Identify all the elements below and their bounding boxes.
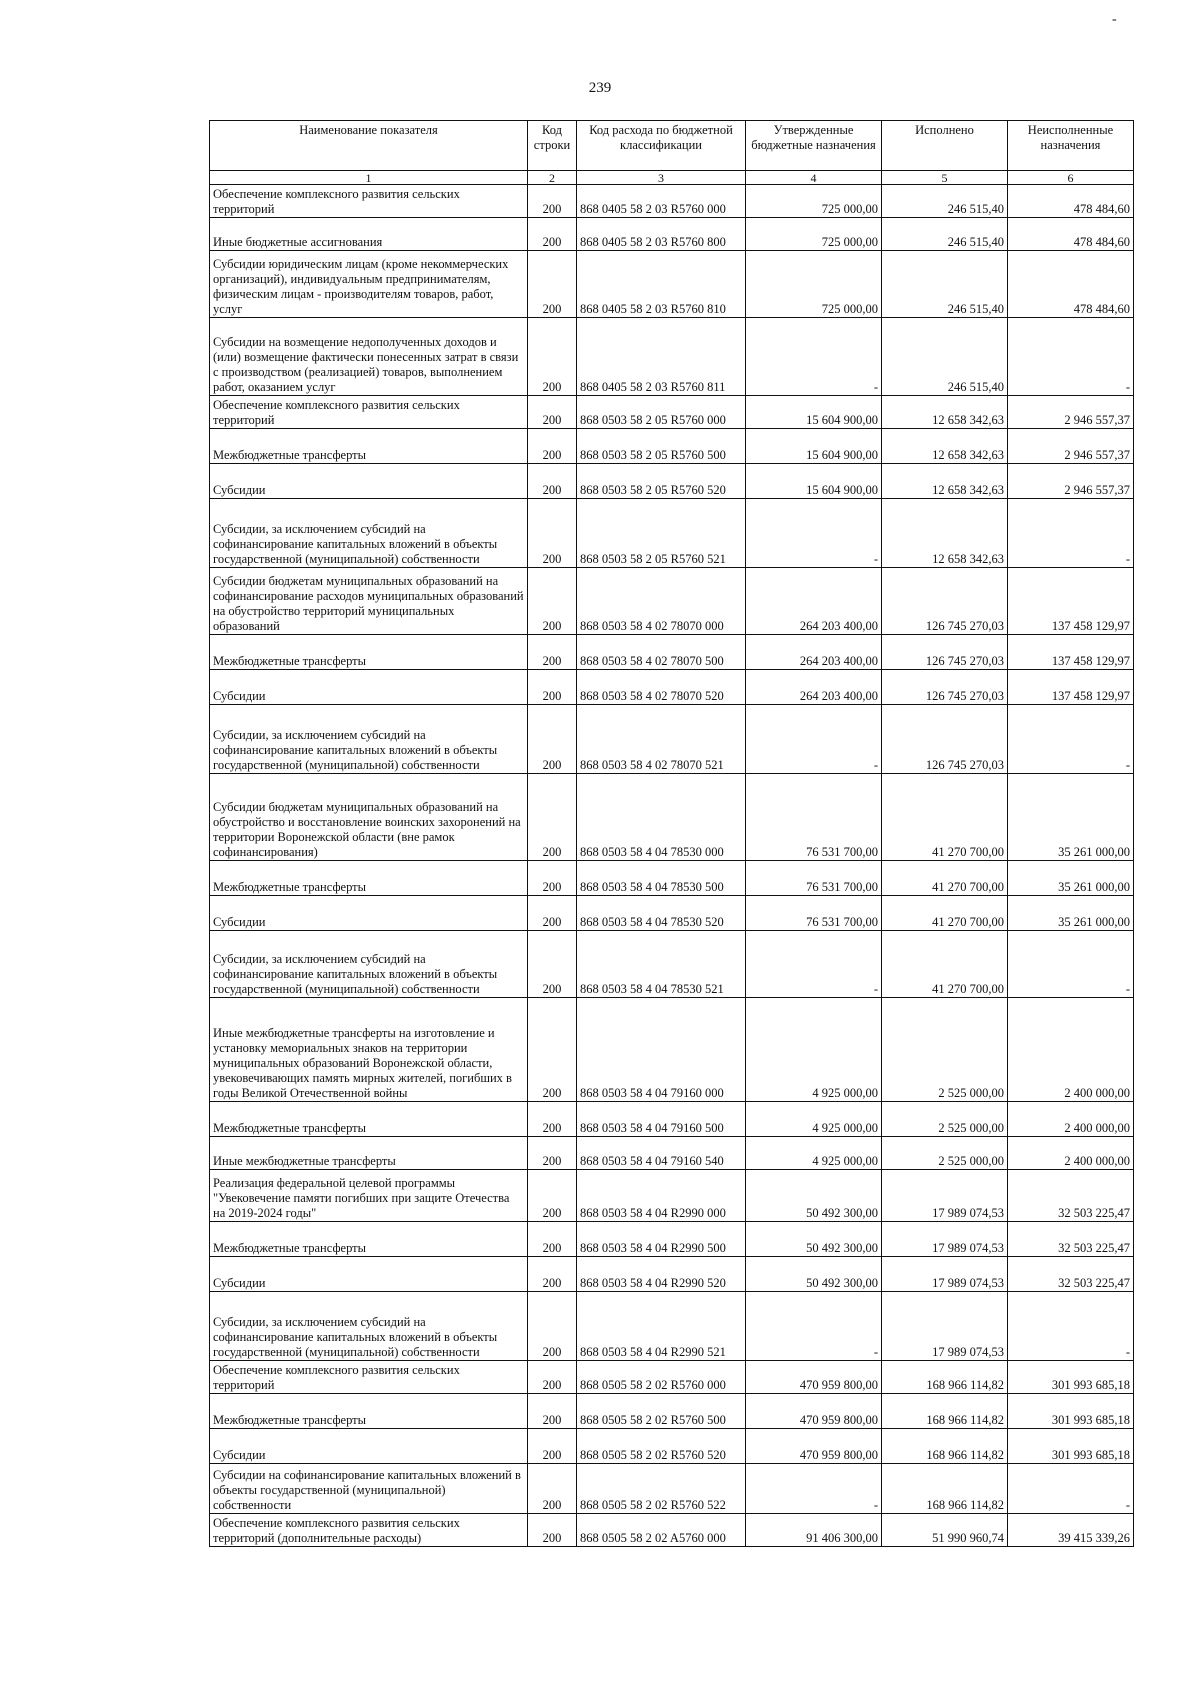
table-row	[210, 774, 1134, 861]
table-row	[210, 1514, 1134, 1547]
table-row	[210, 1464, 1134, 1514]
header-line-code: Код строки	[528, 121, 577, 171]
executed-value: 17 989 074,53	[882, 1257, 1008, 1292]
column-number-row	[210, 171, 1134, 185]
approved-value: 76 531 700,00	[746, 896, 882, 931]
executed-value: 2 525 000,00	[882, 998, 1008, 1102]
indicator-name: Обеспечение комплексного развития сельских территорий	[210, 396, 528, 429]
table-row	[210, 251, 1134, 318]
unexecuted-value: 35 261 000,00	[1008, 896, 1134, 931]
line-code: 200	[528, 1102, 577, 1137]
executed-value: 12 658 342,63	[882, 464, 1008, 499]
approved-value: 50 492 300,00	[746, 1170, 882, 1222]
table-row	[210, 670, 1134, 705]
corner-mark: -	[1112, 12, 1117, 27]
approved-value: 264 203 400,00	[746, 568, 882, 635]
approved-value: 50 492 300,00	[746, 1257, 882, 1292]
approved-value: 264 203 400,00	[746, 635, 882, 670]
executed-value: 2 525 000,00	[882, 1137, 1008, 1170]
classification-code: 868 0405 58 2 03 R5760 810	[577, 251, 746, 318]
table-row	[210, 218, 1134, 251]
line-code: 200	[528, 1257, 577, 1292]
executed-value: 246 515,40	[882, 251, 1008, 318]
indicator-name: Субсидии	[210, 464, 528, 499]
approved-value: 4 925 000,00	[746, 1102, 882, 1137]
line-code: 200	[528, 1514, 577, 1547]
classification-code: 868 0503 58 4 04 R2990 520	[577, 1257, 746, 1292]
unexecuted-value: 2 400 000,00	[1008, 1137, 1134, 1170]
unexecuted-value: 2 400 000,00	[1008, 998, 1134, 1102]
header-indicator-name: Наименование показателя	[210, 121, 528, 171]
line-code: 200	[528, 1394, 577, 1429]
unexecuted-value: 32 503 225,47	[1008, 1222, 1134, 1257]
classification-code: 868 0503 58 4 02 78070 520	[577, 670, 746, 705]
indicator-name: Субсидии на возмещение недополученных доходов и (или) возмещение фактически понесенных затрат в связи с производством (реализацией) товаров, выполнением работ, оказанием услуг	[210, 318, 528, 396]
line-code: 200	[528, 218, 577, 251]
indicator-name: Субсидии, за исключением субсидий на софинансирование капитальных вложений в объекты государственной (муниципальной) собственности	[210, 705, 528, 774]
unexecuted-value: 478 484,60	[1008, 218, 1134, 251]
column-number: 5	[882, 171, 1008, 185]
unexecuted-value: -	[1008, 1464, 1134, 1514]
classification-code: 868 0503 58 4 02 78070 000	[577, 568, 746, 635]
table-row	[210, 318, 1134, 396]
line-code: 200	[528, 670, 577, 705]
executed-value: 41 270 700,00	[882, 931, 1008, 998]
approved-value: 15 604 900,00	[746, 464, 882, 499]
column-number: 3	[577, 171, 746, 185]
classification-code: 868 0503 58 2 05 R5760 520	[577, 464, 746, 499]
executed-value: 126 745 270,03	[882, 705, 1008, 774]
line-code: 200	[528, 705, 577, 774]
approved-value: 470 959 800,00	[746, 1394, 882, 1429]
approved-value: 15 604 900,00	[746, 429, 882, 464]
classification-code: 868 0405 58 2 03 R5760 811	[577, 318, 746, 396]
classification-code: 868 0405 58 2 03 R5760 000	[577, 185, 746, 218]
table-row	[210, 896, 1134, 931]
classification-code: 868 0503 58 2 05 R5760 500	[577, 429, 746, 464]
classification-code: 868 0503 58 4 04 78530 520	[577, 896, 746, 931]
table-row	[210, 1429, 1134, 1464]
approved-value: -	[746, 318, 882, 396]
table-row	[210, 1292, 1134, 1361]
unexecuted-value: 137 458 129,97	[1008, 568, 1134, 635]
unexecuted-value: 301 993 685,18	[1008, 1394, 1134, 1429]
indicator-name: Реализация федеральной целевой программы "Увековечение памяти погибших при защите Отечества на 2019-2024 годы"	[210, 1170, 528, 1222]
line-code: 200	[528, 1170, 577, 1222]
line-code: 200	[528, 1361, 577, 1394]
approved-value: 4 925 000,00	[746, 1137, 882, 1170]
unexecuted-value: 35 261 000,00	[1008, 861, 1134, 896]
approved-value: 15 604 900,00	[746, 396, 882, 429]
approved-value: 76 531 700,00	[746, 861, 882, 896]
executed-value: 41 270 700,00	[882, 774, 1008, 861]
classification-code: 868 0503 58 4 04 79160 000	[577, 998, 746, 1102]
classification-code: 868 0503 58 4 04 79160 500	[577, 1102, 746, 1137]
indicator-name: Субсидии	[210, 896, 528, 931]
unexecuted-value: -	[1008, 931, 1134, 998]
approved-value: 725 000,00	[746, 218, 882, 251]
line-code: 200	[528, 931, 577, 998]
approved-value: 725 000,00	[746, 185, 882, 218]
classification-code: 868 0503 58 4 04 R2990 521	[577, 1292, 746, 1361]
table-row	[210, 1137, 1134, 1170]
classification-code: 868 0503 58 4 02 78070 521	[577, 705, 746, 774]
indicator-name: Субсидии юридическим лицам (кроме некоммерческих организаций), индивидуальным предпринимателям, физическим лицам - производителям товаров, работ, услуг	[210, 251, 528, 318]
table-row	[210, 1394, 1134, 1429]
table-row	[210, 998, 1134, 1102]
indicator-name: Межбюджетные трансферты	[210, 429, 528, 464]
unexecuted-value: -	[1008, 499, 1134, 568]
classification-code: 868 0503 58 4 04 78530 500	[577, 861, 746, 896]
table-row	[210, 396, 1134, 429]
table-row	[210, 499, 1134, 568]
line-code: 200	[528, 774, 577, 861]
line-code: 200	[528, 1464, 577, 1514]
executed-value: 246 515,40	[882, 185, 1008, 218]
unexecuted-value: 137 458 129,97	[1008, 670, 1134, 705]
indicator-name: Иные бюджетные ассигнования	[210, 218, 528, 251]
approved-value: 50 492 300,00	[746, 1222, 882, 1257]
unexecuted-value: -	[1008, 318, 1134, 396]
executed-value: 168 966 114,82	[882, 1429, 1008, 1464]
executed-value: 51 990 960,74	[882, 1514, 1008, 1547]
classification-code: 868 0505 58 2 02 R5760 500	[577, 1394, 746, 1429]
executed-value: 126 745 270,03	[882, 568, 1008, 635]
indicator-name: Субсидии	[210, 1257, 528, 1292]
classification-code: 868 0503 58 4 04 R2990 500	[577, 1222, 746, 1257]
unexecuted-value: 478 484,60	[1008, 251, 1134, 318]
approved-value: 4 925 000,00	[746, 998, 882, 1102]
table-row	[210, 1222, 1134, 1257]
executed-value: 168 966 114,82	[882, 1464, 1008, 1514]
indicator-name: Субсидии, за исключением субсидий на софинансирование капитальных вложений в объекты государственной (муниципальной) собственности	[210, 1292, 528, 1361]
approved-value: -	[746, 931, 882, 998]
page-number: 239	[588, 80, 612, 96]
unexecuted-value: 478 484,60	[1008, 185, 1134, 218]
classification-code: 868 0503 58 4 04 79160 540	[577, 1137, 746, 1170]
table-row	[210, 931, 1134, 998]
indicator-name: Субсидии на софинансирование капитальных вложений в объекты государственной (муниципальной) собственности	[210, 1464, 528, 1514]
approved-value: 264 203 400,00	[746, 670, 882, 705]
classification-code: 868 0503 58 2 05 R5760 521	[577, 499, 746, 568]
indicator-name: Обеспечение комплексного развития сельских территорий (дополнительные расходы)	[210, 1514, 528, 1547]
column-number: 2	[528, 171, 577, 185]
header-row	[210, 121, 1134, 171]
approved-value: 470 959 800,00	[746, 1429, 882, 1464]
table-row	[210, 568, 1134, 635]
unexecuted-value: 301 993 685,18	[1008, 1361, 1134, 1394]
classification-code: 868 0405 58 2 03 R5760 800	[577, 218, 746, 251]
executed-value: 12 658 342,63	[882, 396, 1008, 429]
indicator-name: Субсидии	[210, 670, 528, 705]
header-approved-assignments: Утвержденные бюджетные назначения	[746, 121, 882, 171]
executed-value: 12 658 342,63	[882, 499, 1008, 568]
line-code: 200	[528, 1429, 577, 1464]
indicator-name: Межбюджетные трансферты	[210, 1222, 528, 1257]
table-row	[210, 464, 1134, 499]
unexecuted-value: 2 946 557,37	[1008, 396, 1134, 429]
approved-value: -	[746, 1292, 882, 1361]
line-code: 200	[528, 861, 577, 896]
indicator-name: Обеспечение комплексного развития сельских территорий	[210, 1361, 528, 1394]
classification-code: 868 0503 58 2 05 R5760 000	[577, 396, 746, 429]
executed-value: 168 966 114,82	[882, 1361, 1008, 1394]
indicator-name: Субсидии бюджетам муниципальных образований на софинансирование расходов муниципальных образований на обустройство территорий муниципальных образований	[210, 568, 528, 635]
line-code: 200	[528, 464, 577, 499]
line-code: 200	[528, 499, 577, 568]
indicator-name: Межбюджетные трансферты	[210, 861, 528, 896]
line-code: 200	[528, 318, 577, 396]
header-budget-classification-code: Код расхода по бюджетной классификации	[577, 121, 746, 171]
executed-value: 246 515,40	[882, 318, 1008, 396]
line-code: 200	[528, 429, 577, 464]
line-code: 200	[528, 1292, 577, 1361]
executed-value: 17 989 074,53	[882, 1222, 1008, 1257]
indicator-name: Межбюджетные трансферты	[210, 1394, 528, 1429]
classification-code: 868 0505 58 2 02 R5760 520	[577, 1429, 746, 1464]
indicator-name: Межбюджетные трансферты	[210, 1102, 528, 1137]
unexecuted-value: 39 415 339,26	[1008, 1514, 1134, 1547]
executed-value: 17 989 074,53	[882, 1170, 1008, 1222]
classification-code: 868 0503 58 4 02 78070 500	[577, 635, 746, 670]
column-number: 1	[210, 171, 528, 185]
indicator-name: Субсидии, за исключением субсидий на софинансирование капитальных вложений в объекты государственной (муниципальной) собственности	[210, 499, 528, 568]
approved-value: 470 959 800,00	[746, 1361, 882, 1394]
table-row	[210, 185, 1134, 218]
line-code: 200	[528, 251, 577, 318]
approved-value: -	[746, 1464, 882, 1514]
table-row	[210, 861, 1134, 896]
table-row	[210, 1257, 1134, 1292]
executed-value: 12 658 342,63	[882, 429, 1008, 464]
unexecuted-value: 2 946 557,37	[1008, 429, 1134, 464]
approved-value: 76 531 700,00	[746, 774, 882, 861]
unexecuted-value: 32 503 225,47	[1008, 1170, 1134, 1222]
line-code: 200	[528, 396, 577, 429]
indicator-name: Иные межбюджетные трансферты	[210, 1137, 528, 1170]
classification-code: 868 0503 58 4 04 R2990 000	[577, 1170, 746, 1222]
approved-value: -	[746, 499, 882, 568]
approved-value: 91 406 300,00	[746, 1514, 882, 1547]
table-row	[210, 1102, 1134, 1137]
unexecuted-value: 35 261 000,00	[1008, 774, 1134, 861]
table-row	[210, 1361, 1134, 1394]
indicator-name: Субсидии, за исключением субсидий на софинансирование капитальных вложений в объекты государственной (муниципальной) собственности	[210, 931, 528, 998]
classification-code: 868 0505 58 2 02 R5760 522	[577, 1464, 746, 1514]
executed-value: 41 270 700,00	[882, 896, 1008, 931]
classification-code: 868 0505 58 2 02 A5760 000	[577, 1514, 746, 1547]
indicator-name: Субсидии бюджетам муниципальных образований на обустройство и восстановление воинских захоронений на территории Воронежской области (вне рамок софинансирования)	[210, 774, 528, 861]
header-unexecuted-assignments: Неисполненные назначения	[1008, 121, 1134, 171]
table-row	[210, 705, 1134, 774]
indicator-name: Субсидии	[210, 1429, 528, 1464]
column-number: 6	[1008, 171, 1134, 185]
executed-value: 126 745 270,03	[882, 635, 1008, 670]
unexecuted-value: 301 993 685,18	[1008, 1429, 1134, 1464]
unexecuted-value: 2 400 000,00	[1008, 1102, 1134, 1137]
executed-value: 41 270 700,00	[882, 861, 1008, 896]
line-code: 200	[528, 185, 577, 218]
line-code: 200	[528, 635, 577, 670]
approved-value: -	[746, 705, 882, 774]
line-code: 200	[528, 1222, 577, 1257]
line-code: 200	[528, 896, 577, 931]
unexecuted-value: -	[1008, 705, 1134, 774]
column-number: 4	[746, 171, 882, 185]
line-code: 200	[528, 1137, 577, 1170]
executed-value: 2 525 000,00	[882, 1102, 1008, 1137]
line-code: 200	[528, 998, 577, 1102]
header-executed: Исполнено	[882, 121, 1008, 171]
executed-value: 246 515,40	[882, 218, 1008, 251]
line-code: 200	[528, 568, 577, 635]
executed-value: 168 966 114,82	[882, 1394, 1008, 1429]
unexecuted-value: 32 503 225,47	[1008, 1257, 1134, 1292]
unexecuted-value: 137 458 129,97	[1008, 635, 1134, 670]
table-row	[210, 429, 1134, 464]
indicator-name: Межбюджетные трансферты	[210, 635, 528, 670]
budget-execution-table	[209, 120, 1134, 1547]
approved-value: 725 000,00	[746, 251, 882, 318]
indicator-name: Обеспечение комплексного развития сельских территорий	[210, 185, 528, 218]
executed-value: 17 989 074,53	[882, 1292, 1008, 1361]
executed-value: 126 745 270,03	[882, 670, 1008, 705]
indicator-name: Иные межбюджетные трансферты на изготовление и установку мемориальных знаков на территории муниципальных образований Воронежской области, увековечивающих память мирных жителей, погибших в годы Великой Отечественной войны	[210, 998, 528, 1102]
unexecuted-value: -	[1008, 1292, 1134, 1361]
table-row	[210, 635, 1134, 670]
classification-code: 868 0503 58 4 04 78530 000	[577, 774, 746, 861]
classification-code: 868 0503 58 4 04 78530 521	[577, 931, 746, 998]
table-row	[210, 1170, 1134, 1222]
unexecuted-value: 2 946 557,37	[1008, 464, 1134, 499]
classification-code: 868 0505 58 2 02 R5760 000	[577, 1361, 746, 1394]
